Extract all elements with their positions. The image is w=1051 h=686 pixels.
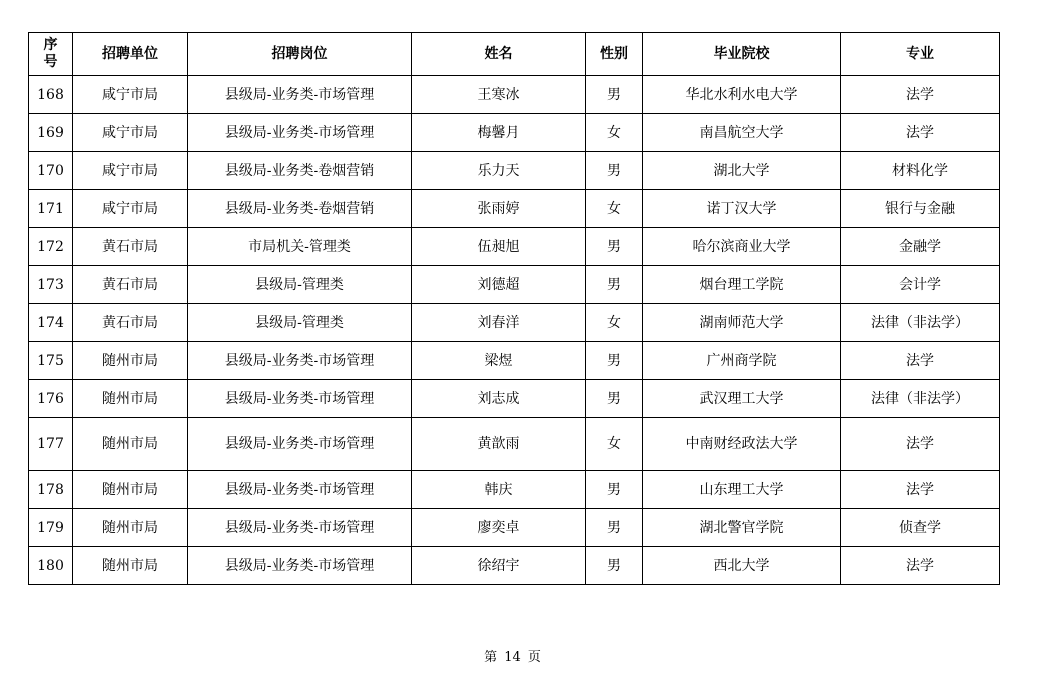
- cell-gender: 男: [586, 228, 643, 266]
- cell-name: 王寒冰: [412, 76, 586, 114]
- cell-gender: 男: [586, 547, 643, 585]
- table-body: [29, 76, 1000, 585]
- table-row: [29, 266, 1000, 304]
- cell-name: 梅馨月: [412, 114, 586, 152]
- cell-no: 177: [29, 418, 73, 471]
- cell-major: 法学: [841, 418, 1000, 471]
- cell-gender: 男: [586, 342, 643, 380]
- cell-major: 银行与金融: [841, 190, 1000, 228]
- cell-name: 刘春洋: [412, 304, 586, 342]
- cell-post: 县级局-业务类-卷烟营销: [188, 152, 412, 190]
- cell-unit: 咸宁市局: [73, 152, 188, 190]
- header-unit: 招聘单位: [73, 33, 188, 76]
- cell-no: 175: [29, 342, 73, 380]
- cell-major: 侦查学: [841, 509, 1000, 547]
- cell-gender: 男: [586, 76, 643, 114]
- cell-unit: 黄石市局: [73, 228, 188, 266]
- cell-unit: 随州市局: [73, 471, 188, 509]
- cell-post: 县级局-业务类-市场管理: [188, 509, 412, 547]
- table-row: [29, 152, 1000, 190]
- cell-name: 徐绍宇: [412, 547, 586, 585]
- cell-no: 171: [29, 190, 73, 228]
- table-row: [29, 76, 1000, 114]
- cell-no: 179: [29, 509, 73, 547]
- cell-no: 172: [29, 228, 73, 266]
- cell-post: 县级局-业务类-市场管理: [188, 76, 412, 114]
- table-row: [29, 418, 1000, 471]
- cell-no: 178: [29, 471, 73, 509]
- cell-unit: 咸宁市局: [73, 114, 188, 152]
- cell-unit: 黄石市局: [73, 304, 188, 342]
- cell-school: 烟台理工学院: [643, 266, 841, 304]
- cell-unit: 咸宁市局: [73, 190, 188, 228]
- cell-major: 金融学: [841, 228, 1000, 266]
- cell-no: 174: [29, 304, 73, 342]
- cell-post: 县级局-业务类-市场管理: [188, 380, 412, 418]
- cell-major: 法学: [841, 114, 1000, 152]
- cell-gender: 男: [586, 152, 643, 190]
- cell-gender: 女: [586, 418, 643, 471]
- cell-major: 材料化学: [841, 152, 1000, 190]
- cell-gender: 女: [586, 114, 643, 152]
- cell-major: 会计学: [841, 266, 1000, 304]
- cell-unit: 咸宁市局: [73, 76, 188, 114]
- table-row: [29, 342, 1000, 380]
- table-row: [29, 190, 1000, 228]
- table-row: [29, 304, 1000, 342]
- cell-school: 南昌航空大学: [643, 114, 841, 152]
- cell-post: 县级局-业务类-市场管理: [188, 471, 412, 509]
- cell-school: 华北水利水电大学: [643, 76, 841, 114]
- table-row: [29, 380, 1000, 418]
- header-school: 毕业院校: [643, 33, 841, 76]
- cell-post: 县级局-业务类-卷烟营销: [188, 190, 412, 228]
- cell-gender: 男: [586, 266, 643, 304]
- cell-school: 湖北大学: [643, 152, 841, 190]
- cell-school: 中南财经政法大学: [643, 418, 841, 471]
- header-gender: 性别: [586, 33, 643, 76]
- cell-gender: 女: [586, 190, 643, 228]
- cell-school: 山东理工大学: [643, 471, 841, 509]
- cell-name: 张雨婷: [412, 190, 586, 228]
- cell-name: 黄歆雨: [412, 418, 586, 471]
- cell-major: 法学: [841, 76, 1000, 114]
- cell-no: 173: [29, 266, 73, 304]
- table-row: [29, 114, 1000, 152]
- cell-gender: 男: [586, 380, 643, 418]
- cell-major: 法律（非法学）: [841, 380, 1000, 418]
- cell-school: 西北大学: [643, 547, 841, 585]
- cell-major: 法学: [841, 547, 1000, 585]
- header-post: 招聘岗位: [188, 33, 412, 76]
- cell-school: 广州商学院: [643, 342, 841, 380]
- cell-major: 法学: [841, 342, 1000, 380]
- cell-gender: 男: [586, 471, 643, 509]
- cell-school: 湖南师范大学: [643, 304, 841, 342]
- cell-post: 县级局-业务类-市场管理: [188, 547, 412, 585]
- cell-unit: 黄石市局: [73, 266, 188, 304]
- cell-name: 刘德超: [412, 266, 586, 304]
- cell-post: 县级局-业务类-市场管理: [188, 418, 412, 471]
- cell-unit: 随州市局: [73, 547, 188, 585]
- cell-unit: 随州市局: [73, 509, 188, 547]
- table-row: [29, 509, 1000, 547]
- table-row: [29, 547, 1000, 585]
- cell-no: 168: [29, 76, 73, 114]
- cell-name: 韩庆: [412, 471, 586, 509]
- cell-name: 刘志成: [412, 380, 586, 418]
- header-row: [29, 33, 1000, 76]
- cell-name: 梁煜: [412, 342, 586, 380]
- cell-major: 法律（非法学）: [841, 304, 1000, 342]
- cell-post: 县级局-业务类-市场管理: [188, 342, 412, 380]
- cell-school: 武汉理工大学: [643, 380, 841, 418]
- cell-post: 县级局-业务类-市场管理: [188, 114, 412, 152]
- cell-unit: 随州市局: [73, 418, 188, 471]
- header-no: 序 号: [29, 33, 73, 76]
- cell-name: 乐力天: [412, 152, 586, 190]
- table-row: [29, 471, 1000, 509]
- header-major: 专业: [841, 33, 1000, 76]
- cell-post: 县级局-管理类: [188, 304, 412, 342]
- cell-unit: 随州市局: [73, 380, 188, 418]
- table-row: [29, 228, 1000, 266]
- cell-name: 伍昶旭: [412, 228, 586, 266]
- page-number: 第 14 页: [484, 650, 541, 665]
- cell-post: 市局机关-管理类: [188, 228, 412, 266]
- cell-no: 169: [29, 114, 73, 152]
- cell-gender: 男: [586, 509, 643, 547]
- cell-school: 哈尔滨商业大学: [643, 228, 841, 266]
- cell-post: 县级局-管理类: [188, 266, 412, 304]
- cell-school: 诺丁汉大学: [643, 190, 841, 228]
- cell-gender: 女: [586, 304, 643, 342]
- cell-unit: 随州市局: [73, 342, 188, 380]
- cell-no: 180: [29, 547, 73, 585]
- cell-no: 176: [29, 380, 73, 418]
- cell-school: 湖北警官学院: [643, 509, 841, 547]
- cell-major: 法学: [841, 471, 1000, 509]
- cell-no: 170: [29, 152, 73, 190]
- cell-name: 廖奕卓: [412, 509, 586, 547]
- header-name: 姓名: [412, 33, 586, 76]
- recruitment-table: [28, 32, 1000, 585]
